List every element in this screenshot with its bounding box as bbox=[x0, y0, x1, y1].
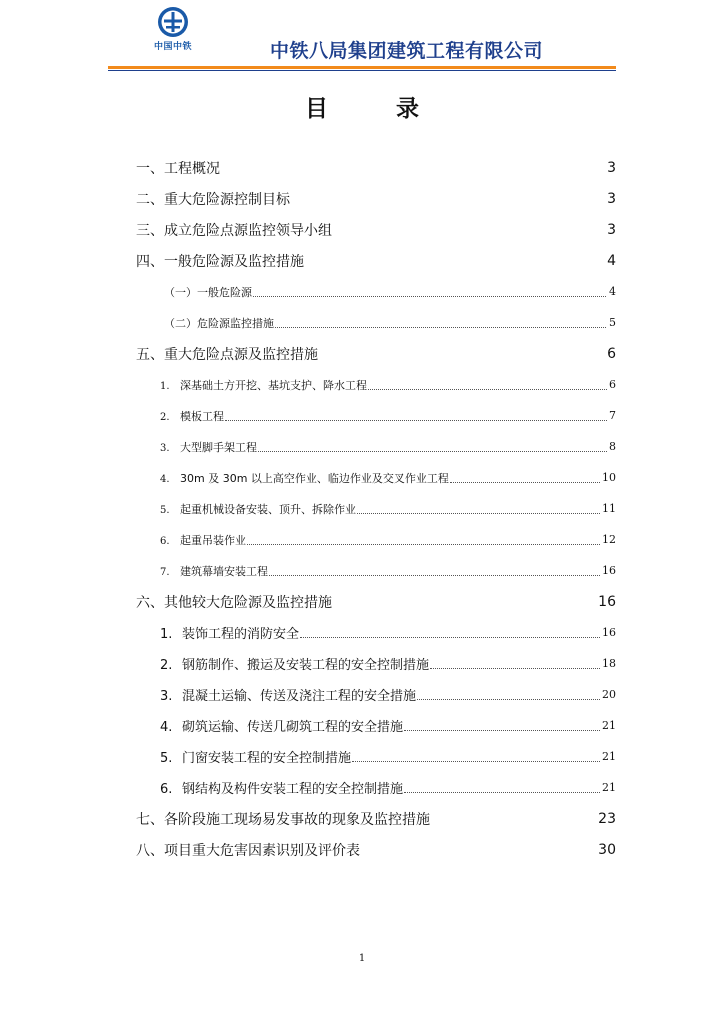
page-number: 1 bbox=[358, 953, 366, 964]
toc-leader-dots bbox=[225, 420, 607, 421]
toc-entry[interactable] bbox=[136, 493, 616, 524]
toc-entry-page: 21 bbox=[602, 750, 616, 763]
table-of-contents bbox=[136, 152, 616, 865]
toc-entry-text: 起重吊装作业 bbox=[180, 533, 246, 547]
header-rule-orange bbox=[108, 66, 616, 69]
toc-leader-dots bbox=[450, 482, 600, 483]
toc-entry-text: 大型脚手架工程 bbox=[180, 440, 257, 454]
toc-entry-text: 起重机械设备安装、顶升、拆除作业 bbox=[180, 502, 356, 516]
toc-entry-page: 21 bbox=[602, 719, 616, 732]
toc-entry-title bbox=[160, 747, 351, 766]
toc-entry-page: 3 bbox=[607, 190, 616, 207]
toc-entry-number: 1. bbox=[160, 627, 173, 642]
toc-entry-number: 3. bbox=[160, 689, 173, 704]
toc-entry-text: 一、工程概况 bbox=[136, 160, 220, 177]
toc-entry[interactable] bbox=[136, 462, 616, 493]
toc-entry-title bbox=[160, 532, 246, 548]
toc-entry-number: 5. bbox=[160, 751, 173, 766]
toc-entry-page: 16 bbox=[602, 626, 616, 639]
toc-entry[interactable] bbox=[136, 803, 616, 834]
toc-entry-number: 5. bbox=[160, 504, 170, 516]
toc-entry-number: 2. bbox=[160, 658, 173, 673]
toc-leader-dots bbox=[247, 544, 600, 545]
toc-entry-text: 七、各阶段施工现场易发事故的现象及监控措施 bbox=[136, 811, 430, 828]
toc-entry-title bbox=[160, 408, 224, 424]
toc-entry-title bbox=[136, 158, 220, 178]
toc-entry-page: 10 bbox=[602, 471, 616, 484]
logo-text: 中国中铁 bbox=[153, 42, 192, 52]
toc-entry-page: 21 bbox=[602, 781, 616, 794]
toc-entry-title bbox=[136, 189, 290, 209]
toc-entry-page: 12 bbox=[602, 533, 616, 546]
toc-entry[interactable] bbox=[136, 183, 616, 214]
toc-entry[interactable] bbox=[136, 524, 616, 555]
toc-entry-page: 3 bbox=[607, 221, 616, 238]
toc-entry-page: 18 bbox=[602, 657, 616, 670]
toc-entry-number: 4. bbox=[160, 473, 170, 485]
toc-entry-text: 二、重大危险源控制目标 bbox=[136, 191, 290, 208]
toc-entry-text: （一）一般危险源 bbox=[164, 285, 252, 299]
toc-entry[interactable] bbox=[136, 338, 616, 369]
toc-entry[interactable] bbox=[136, 245, 616, 276]
toc-entry-text: 混凝土运输、传送及浇注工程的安全措施 bbox=[182, 689, 417, 704]
toc-entry-page: 8 bbox=[609, 440, 616, 453]
toc-entry-number: 6. bbox=[160, 535, 170, 547]
toc-entry-title bbox=[164, 284, 252, 300]
toc-entry-title bbox=[136, 220, 332, 240]
toc-entry[interactable] bbox=[136, 307, 616, 338]
toc-entry[interactable] bbox=[136, 586, 616, 617]
toc-entry-number: 3. bbox=[160, 442, 170, 454]
toc-entry[interactable] bbox=[136, 555, 616, 586]
toc-entry-title bbox=[164, 315, 274, 331]
toc-entry[interactable] bbox=[136, 214, 616, 245]
toc-entry-text: 钢结构及构件安装工程的安全控制措施 bbox=[182, 782, 404, 797]
toc-entry-title bbox=[136, 809, 430, 829]
toc-leader-dots bbox=[275, 327, 606, 328]
toc-entry-title bbox=[160, 563, 268, 579]
toc-entry[interactable] bbox=[136, 400, 616, 431]
toc-entry-number: 7. bbox=[160, 566, 170, 578]
toc-entry-number: 2. bbox=[160, 411, 170, 423]
toc-entry-number: 4. bbox=[160, 720, 173, 735]
toc-entry-text: 模板工程 bbox=[180, 409, 224, 423]
toc-entry[interactable] bbox=[136, 648, 616, 679]
toc-entry-title bbox=[160, 778, 403, 797]
toc-leader-dots bbox=[368, 389, 607, 390]
toc-entry-text: 钢筋制作、搬运及安装工程的安全控制措施 bbox=[182, 658, 430, 673]
toc-entry-number: 1. bbox=[160, 380, 170, 392]
toc-entry-title bbox=[160, 439, 257, 455]
crec-logo-icon bbox=[156, 6, 190, 38]
toc-entry[interactable] bbox=[136, 772, 616, 803]
toc-entry-text: 三、成立危险点源监控领导小组 bbox=[136, 222, 332, 239]
toc-entry-title bbox=[160, 470, 449, 486]
toc-leader-dots bbox=[352, 761, 600, 762]
toc-entry-page: 4 bbox=[609, 285, 616, 298]
toc-entry-page: 6 bbox=[609, 378, 616, 391]
toc-entry-text: 四、一般危险源及监控措施 bbox=[136, 253, 304, 270]
toc-entry-text: 砌筑运输、传送几砌筑工程的安全措施 bbox=[182, 720, 404, 735]
toc-entry-page: 20 bbox=[602, 688, 616, 701]
toc-entry[interactable] bbox=[136, 710, 616, 741]
toc-entry-title bbox=[160, 623, 299, 642]
toc-entry-title bbox=[160, 501, 356, 517]
toc-entry-page: 16 bbox=[598, 593, 616, 610]
toc-leader-dots bbox=[258, 451, 607, 452]
toc-entry-title bbox=[160, 716, 403, 735]
toc-entry-title bbox=[160, 377, 367, 393]
header-rule-blue bbox=[108, 70, 616, 71]
toc-entry-text: 建筑幕墙安装工程 bbox=[180, 564, 268, 578]
toc-entry-number: 6. bbox=[160, 782, 173, 797]
toc-entry-page: 23 bbox=[598, 810, 616, 827]
toc-leader-dots bbox=[430, 668, 600, 669]
toc-entry-title bbox=[160, 654, 429, 673]
toc-entry-page: 7 bbox=[609, 409, 616, 422]
toc-entry-title bbox=[136, 344, 318, 364]
toc-entry-text: 30m 及 30m 以上高空作业、临边作业及交叉作业工程 bbox=[180, 471, 449, 485]
toc-entry[interactable] bbox=[136, 276, 616, 307]
toc-leader-dots bbox=[404, 730, 600, 731]
toc-entry[interactable] bbox=[136, 369, 616, 400]
toc-leader-dots bbox=[404, 792, 600, 793]
toc-entry[interactable] bbox=[136, 617, 616, 648]
company-logo bbox=[150, 6, 196, 52]
page-title: 目 录 bbox=[304, 96, 449, 122]
toc-entry[interactable] bbox=[136, 679, 616, 710]
toc-entry-page: 11 bbox=[602, 502, 616, 515]
toc-entry[interactable] bbox=[136, 834, 616, 865]
company-name: 中铁八局集团建筑工程有限公司 bbox=[270, 40, 544, 62]
toc-entry-text: 深基础土方开挖、基坑支护、降水工程 bbox=[180, 378, 367, 392]
toc-entry-page: 4 bbox=[607, 252, 616, 269]
toc-entry-title bbox=[136, 592, 332, 612]
toc-entry-page: 16 bbox=[602, 564, 616, 577]
toc-entry-title bbox=[136, 251, 304, 271]
toc-entry-text: 八、项目重大危害因素识别及评价表 bbox=[136, 842, 360, 859]
toc-entry-page: 5 bbox=[609, 316, 616, 329]
toc-entry-text: 装饰工程的消防安全 bbox=[182, 627, 300, 642]
toc-entry-text: 门窗安装工程的安全控制措施 bbox=[182, 751, 352, 766]
toc-entry-text: 五、重大危险点源及监控措施 bbox=[136, 346, 318, 363]
toc-leader-dots bbox=[269, 575, 600, 576]
toc-leader-dots bbox=[417, 699, 600, 700]
toc-leader-dots bbox=[357, 513, 600, 514]
toc-entry[interactable] bbox=[136, 431, 616, 462]
toc-entry[interactable] bbox=[136, 741, 616, 772]
toc-leader-dots bbox=[300, 637, 600, 638]
toc-entry-page: 6 bbox=[607, 345, 616, 362]
toc-entry-text: （二）危险源监控措施 bbox=[164, 316, 274, 330]
toc-entry-title bbox=[136, 840, 360, 860]
toc-entry-title bbox=[160, 685, 416, 704]
toc-entry-text: 六、其他较大危险源及监控措施 bbox=[136, 594, 332, 611]
toc-leader-dots bbox=[253, 296, 606, 297]
toc-entry[interactable] bbox=[136, 152, 616, 183]
toc-entry-page: 3 bbox=[607, 159, 616, 176]
toc-entry-page: 30 bbox=[598, 841, 616, 858]
